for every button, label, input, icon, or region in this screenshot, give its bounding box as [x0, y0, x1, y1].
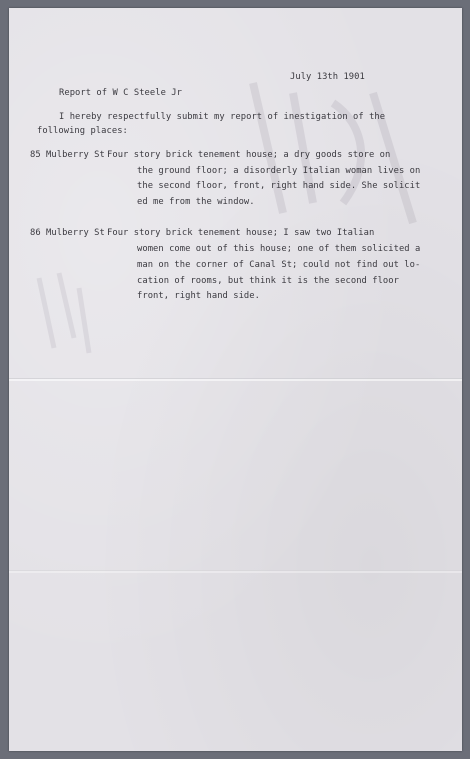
- entry-line: Four story brick tenement house; a dry goods store on: [107, 150, 391, 160]
- intro-text: following places:: [37, 126, 128, 136]
- entry-address: 85 Mulberry St: [30, 150, 105, 160]
- entry-line: the ground floor; a disorderly Italian woman lives on: [137, 166, 421, 176]
- entry-line: ed me from the window.: [137, 197, 255, 207]
- entry-line: the second floor, front, right hand side. She solicit: [137, 181, 421, 191]
- paper-fold-line: [9, 570, 462, 573]
- entry-line: women come out of this house; one of them solicited a: [137, 244, 421, 254]
- entry-line: Four story brick tenement house; I saw two Italian: [107, 228, 375, 238]
- paper-fold-line: [9, 378, 462, 381]
- entry-line: cation of rooms, but think it is the second floor: [137, 276, 399, 286]
- report-title: Report of W C Steele Jr: [59, 88, 182, 98]
- entry-line: man on the corner of Canal St; could not find out lo-: [137, 260, 421, 270]
- intro-text: I hereby respectfully submit my report of inestigation of the: [59, 112, 386, 122]
- report-date: July 13th 1901: [290, 72, 365, 82]
- ink-bleed-mark: [29, 268, 99, 358]
- document-sheet: [9, 8, 462, 751]
- entry-line: front, right hand side.: [137, 291, 260, 301]
- entry-address: 86 Mulberry St: [30, 228, 105, 238]
